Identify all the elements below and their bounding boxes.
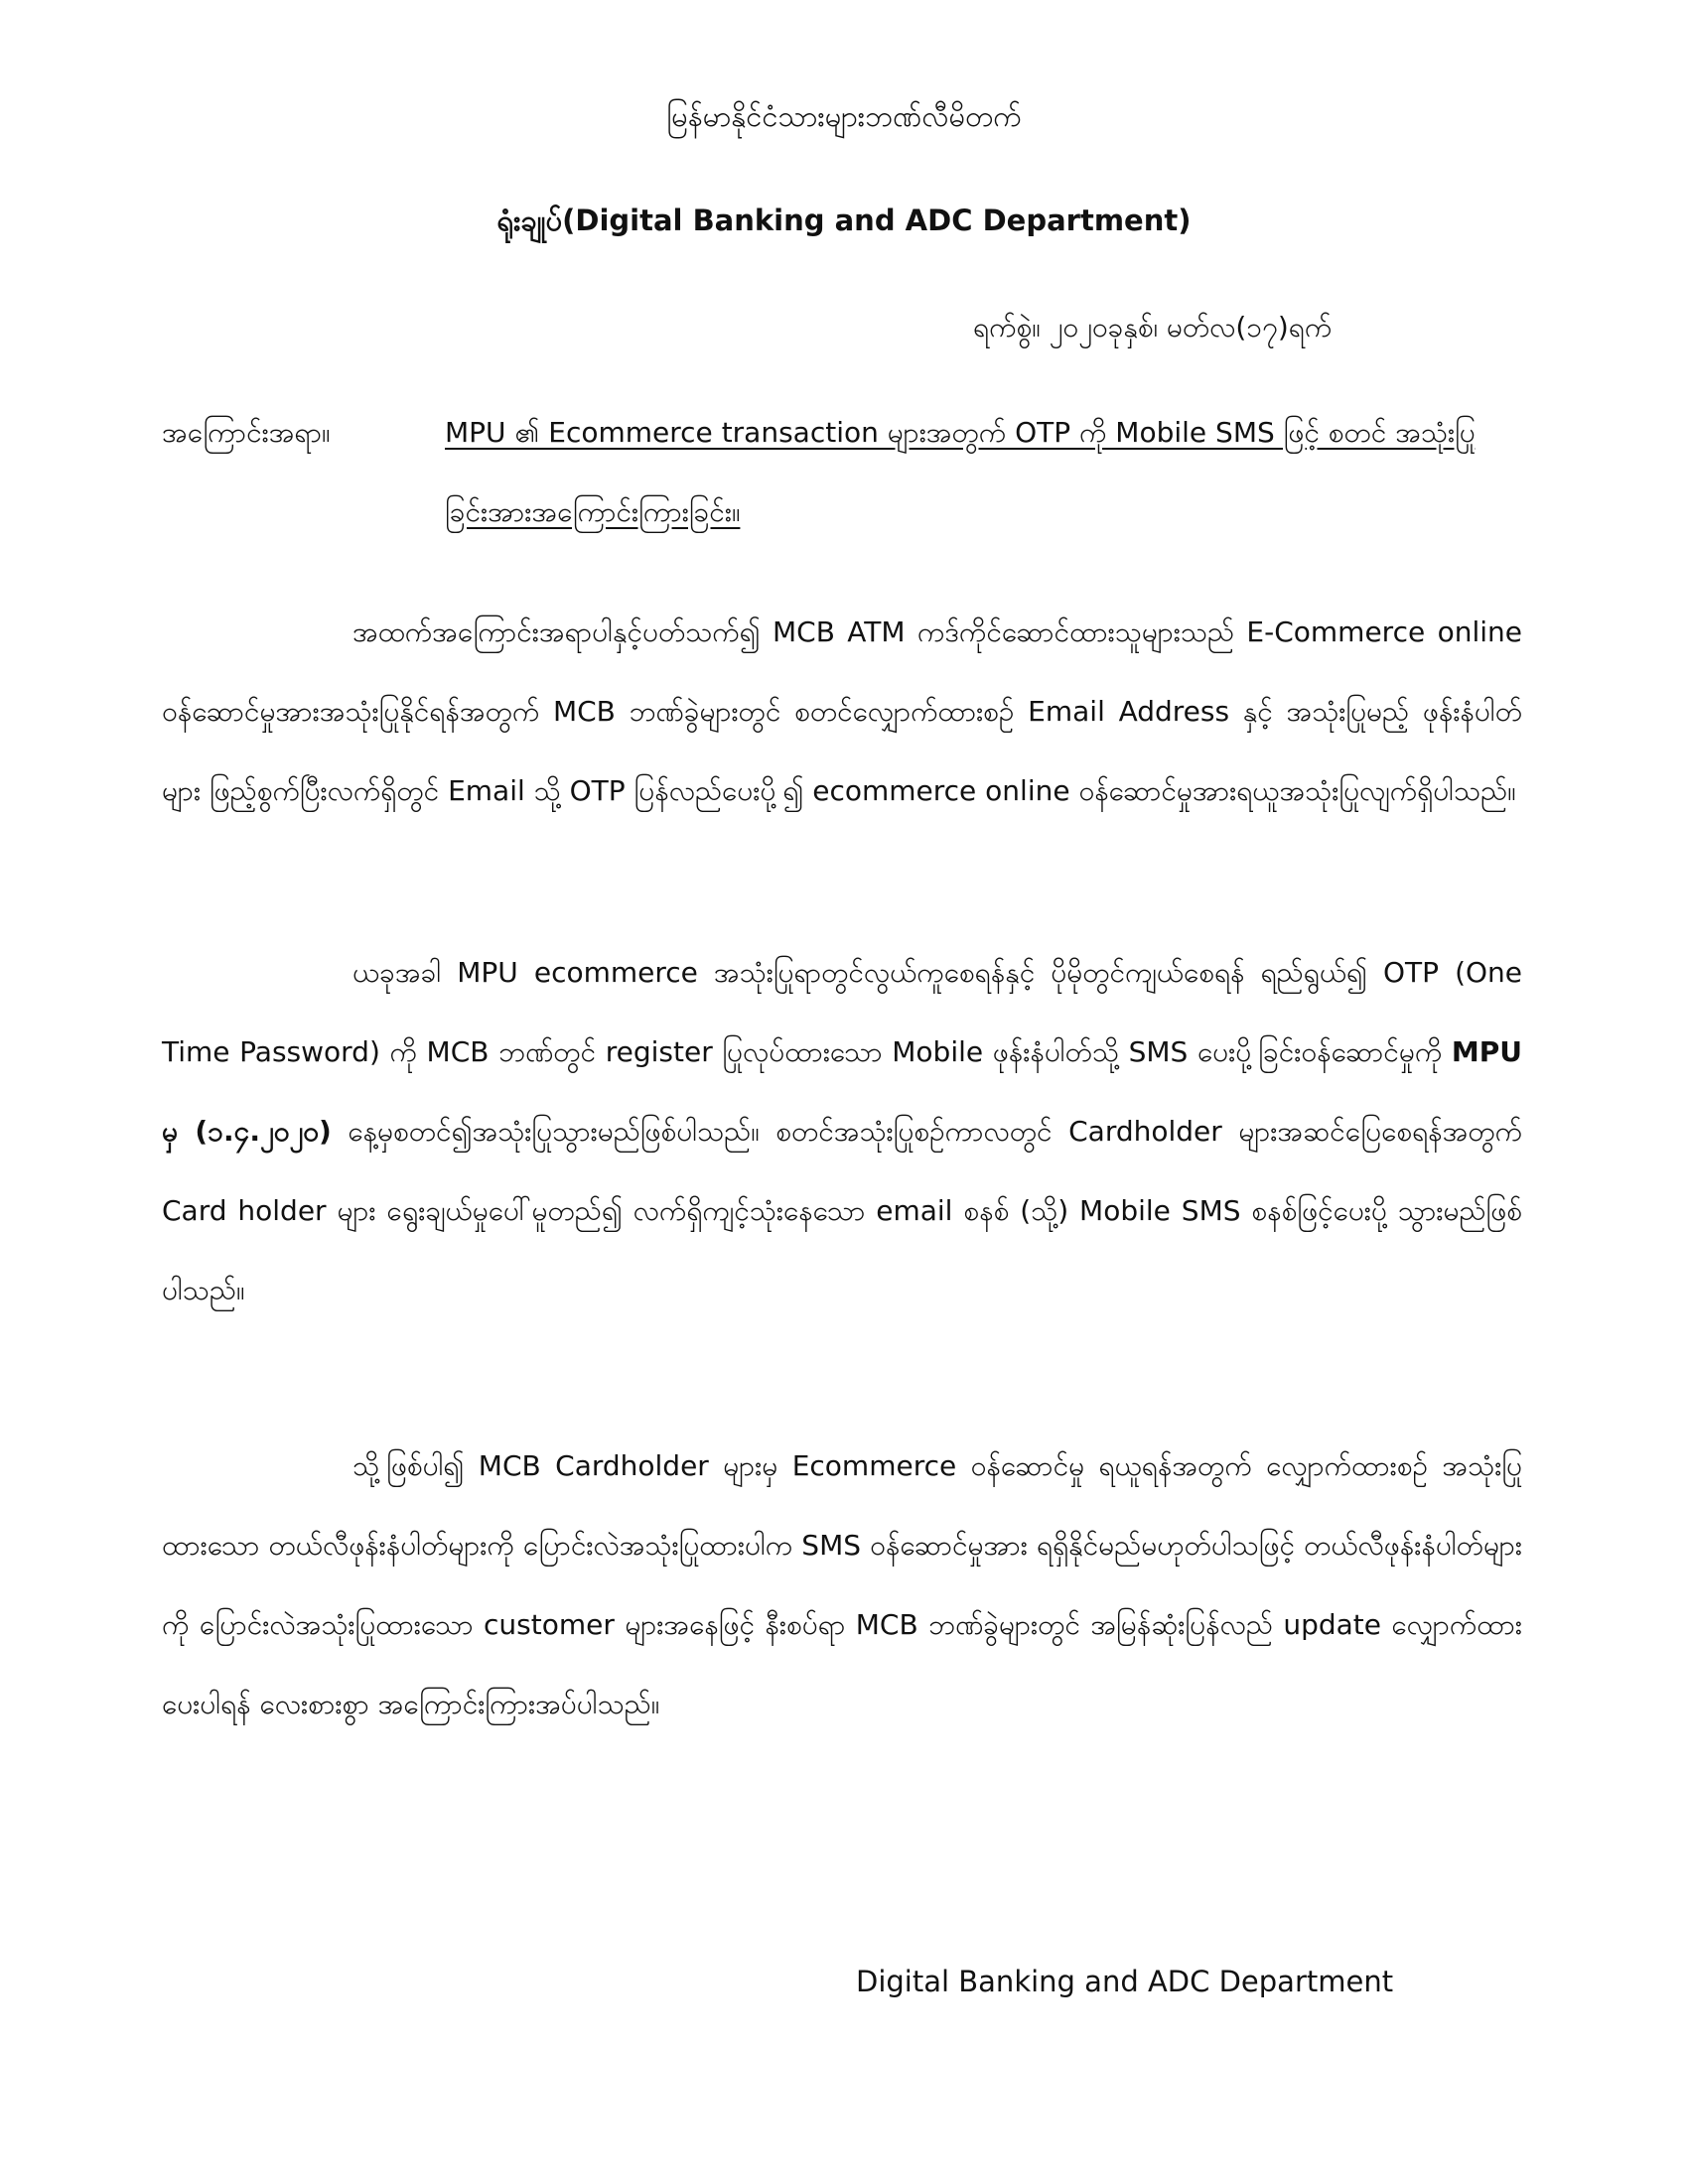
body-paragraph-3: သို့ဖြစ်ပါ၍ MCB Cardholder များမှ Ecommerce ဝန်ဆောင်မှု ရယူရန်အတွက် လျှောက်ထားစဉ် အသုံးပြုထားသော တယ်လီဖုန်းနံပါတ်များကို ပြောင်းလဲအသုံးပြုထားပါက SMS ဝန်ဆောင်မှုအား ရရှိနိုင်မည်မဟုတ်ပါသဖြင့် တယ်လီဖုန်းနံပါတ်များကို ပြောင်းလဲအသုံးပြုထားသော customer များအနေဖြင့် နီးစပ်ရာ MCB ဘဏ်ခွဲများတွင် အမြန်ဆုံးပြန်လည် update လျှောက်ထားပေးပါရန် လေးစားစွာ အကြောင်းကြားအပ်ပါသည်။ xyxy=(162,1449,1522,1720)
body-paragraph-2-part-b: နေ့မှစတင်၍အသုံးပြုသွားမည်ဖြစ်ပါသည်။ စတင်အသုံးပြုစဉ်ကာလတွင် Cardholder များအဆင်ပြေစေရန်အတွက် Card holder များ ရွေးချယ်မှုပေါ်မူတည်၍ လက်ရှိကျင့်သုံးနေသော email စနစ် (သို့) Mobile SMS စနစ်ဖြင့်ပေးပို့ သွားမည်ဖြစ်ပါသည်။ xyxy=(162,1115,1522,1306)
document-date: ရက်စွဲ။ ၂၀၂၀ခုနှစ်၊ မတ်လ(၁၇)ရက် xyxy=(973,311,1333,343)
subject-text: MPU ၏ Ecommerce transaction များအတွက် OTP ကို Mobile SMS ဖြင့် စတင် အသုံးပြုခြင်းအားအကြောင်းကြားခြင်း။ xyxy=(445,416,1476,528)
body-paragraph-2-part-a: ယခုအခါ MPU ecommerce အသုံးပြုရာတွင်လွယ်ကူစေရန်နှင့် ပိုမိုတွင်ကျယ်စေရန် ရည်ရွယ်၍ OTP (One Time Password) ကို MCB ဘဏ်တွင် register ပြုလုပ်ထားသော Mobile ဖုန်းနံပါတ်သို့ SMS ပေးပို့ခြင်းဝန်ဆောင်မှုကို xyxy=(162,956,1522,1068)
body-paragraph-2 xyxy=(162,933,1522,1330)
organization-title: မြန်မာနိုင်ငံသားများဘဏ်လီမိတက် xyxy=(666,99,1022,133)
body-paragraph-2-emphasis: MPU မှ (၁.၄.၂၀၂၀) xyxy=(162,1035,1522,1148)
signature-department: Digital Banking and ADC Department xyxy=(856,1965,1394,1998)
subject-label: အကြောင်းအရာ။ xyxy=(162,416,331,449)
department-title: ရုံးချုပ်(Digital Banking and ADC Department) xyxy=(496,204,1192,237)
body-paragraph-1: အထက်အကြောင်းအရာပါနှင့်ပတ်သက်၍ MCB ATM ကဒ်ကိုင်ဆောင်ထားသူများသည် E-Commerce online ဝန်ဆောင်မှုအားအသုံးပြုနိုင်ရန်အတွက် MCB ဘဏ်ခွဲများတွင် စတင်လျှောက်ထားစဉ် Email Address နှင့် အသုံးပြုမည့် ဖုန်းနံပါတ်များ ဖြည့်စွက်ပြီးလက်ရှိတွင် Email သို့ OTP ပြန်လည်ပေးပို့၍ ecommerce online ဝန်ဆောင်မှုအားရယူအသုံးပြုလျက်ရှိပါသည်။ xyxy=(162,615,1522,807)
